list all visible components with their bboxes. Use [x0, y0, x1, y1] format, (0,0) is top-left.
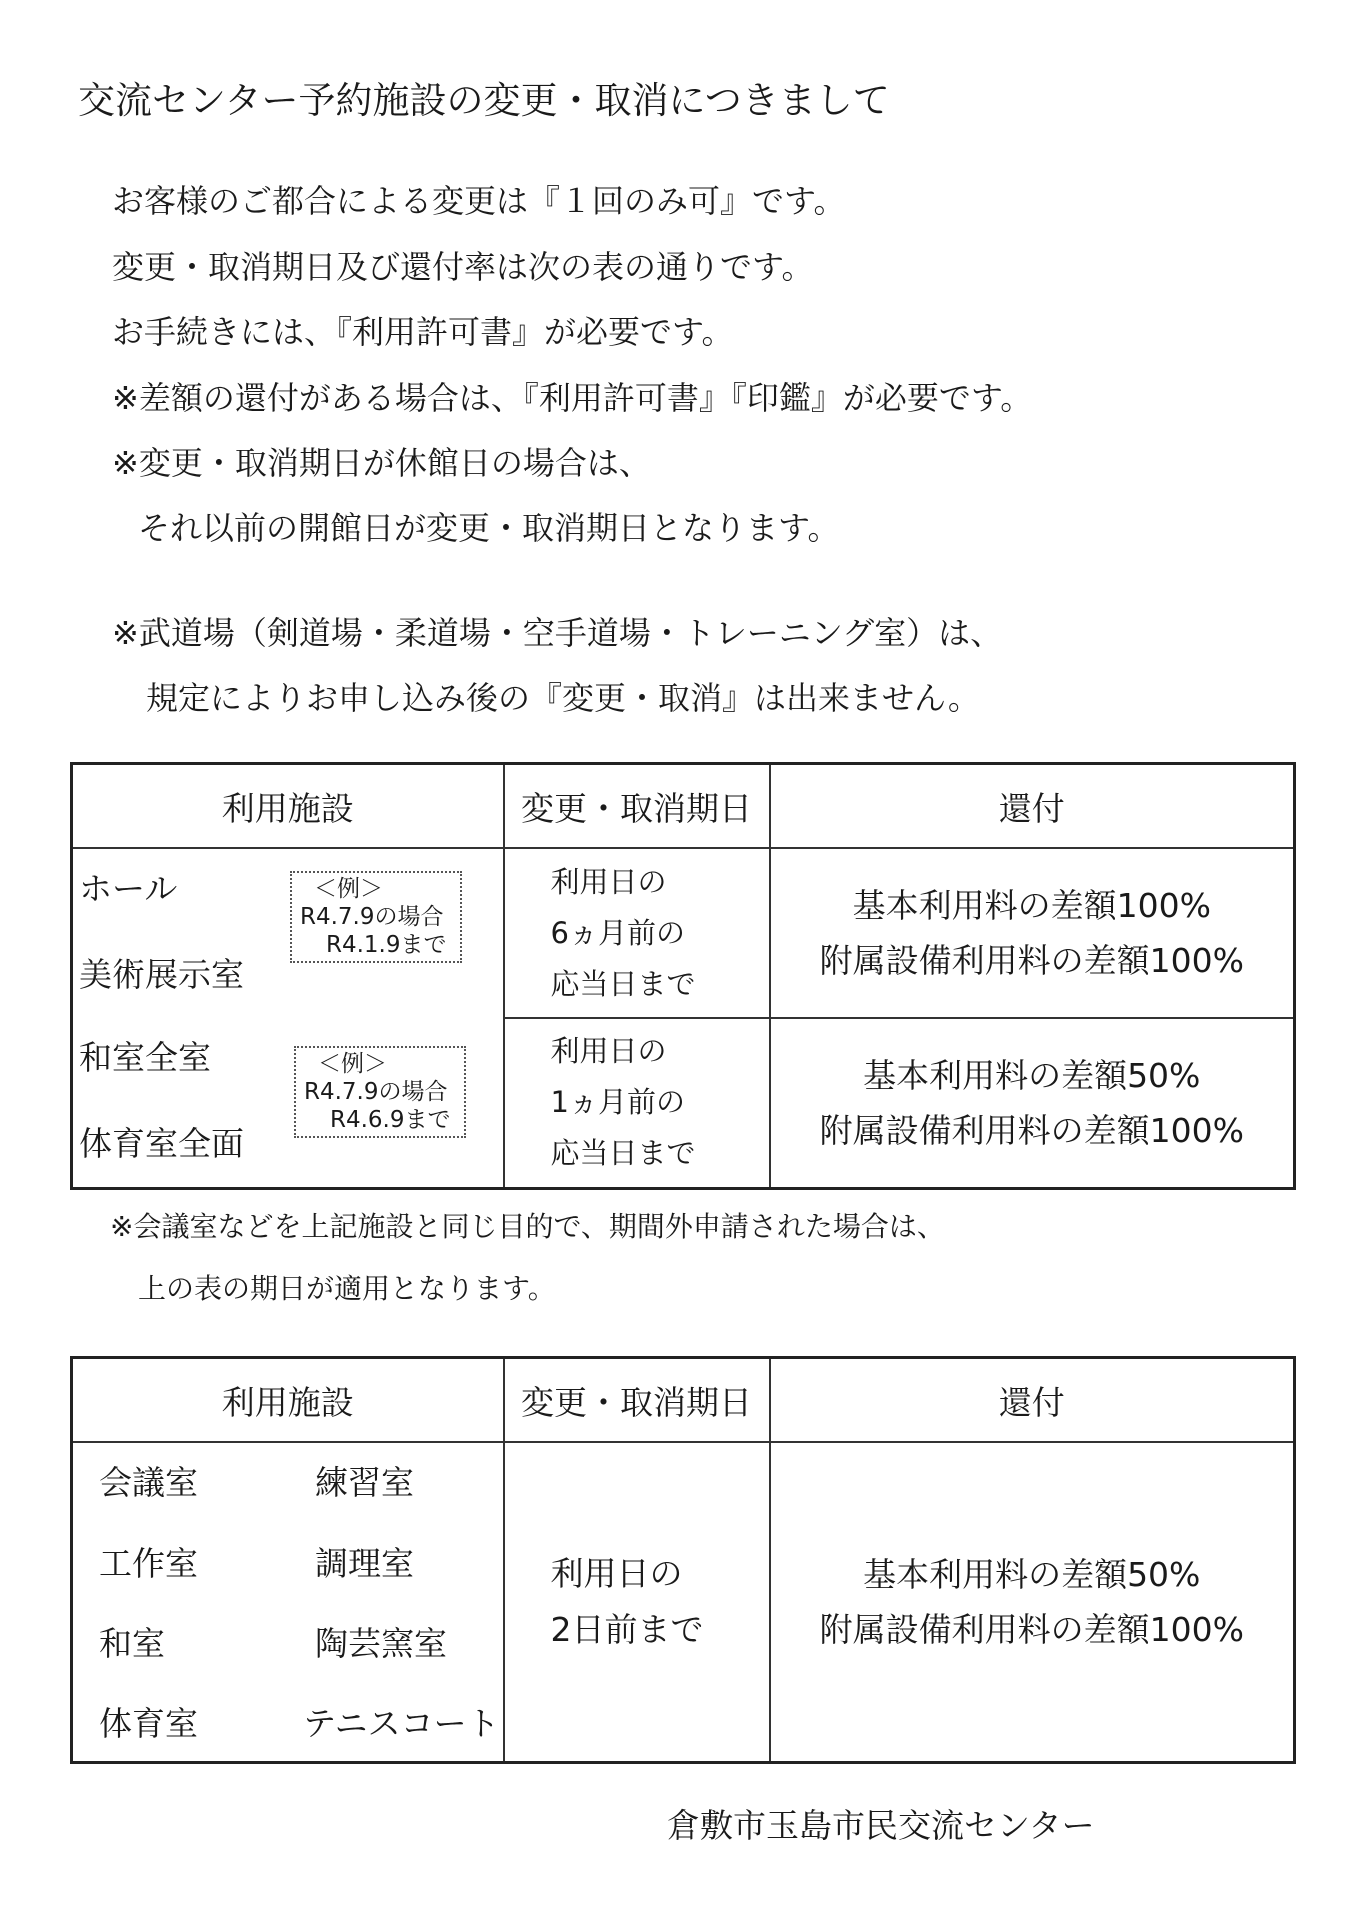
- facility-name: 体育室: [99, 1704, 198, 1743]
- deadline-line: 応当日まで: [550, 966, 696, 1001]
- table-note-line-1: ※会議室などを上記施設と同じ目的で、期間外申請された場合は、: [110, 1210, 945, 1243]
- facility-name: 工作室: [99, 1544, 198, 1583]
- table-row: [72, 848, 1295, 1018]
- example-deadline: R4.6.9まで: [330, 1107, 451, 1133]
- facility-name: 練習室: [315, 1463, 414, 1502]
- refund-basic: 基本利用料の差額50%: [863, 1554, 1201, 1594]
- refund-basic: 基本利用料の差額50%: [863, 1055, 1201, 1095]
- facility-cell: [72, 848, 504, 1018]
- intro-line-5: ※変更・取消期日が休館日の場合は、: [112, 444, 651, 482]
- deadline-line: 1ヵ月前の: [550, 1085, 685, 1120]
- facility-cell: [72, 1018, 504, 1188]
- refund-basic: 基本利用料の差額100%: [852, 886, 1211, 925]
- example-label: ＜例＞: [318, 1051, 387, 1077]
- facility-name: 体育室全面: [79, 1124, 244, 1163]
- example-date: R4.7.9の場合: [304, 1079, 448, 1105]
- intro-line-1: お客様のご都合による変更は『１回のみ可』です。: [112, 182, 846, 220]
- example-date: R4.7.9の場合: [300, 904, 444, 930]
- facility-cell: [72, 1442, 504, 1762]
- deadline-line: 2日前まで: [550, 1609, 704, 1649]
- budo-note-line-1: ※武道場（剣道場・柔道場・空手道場・トレーニング室）は、: [112, 614, 1003, 652]
- facility-name: ホール: [79, 869, 178, 908]
- example-deadline: R4.1.9まで: [326, 932, 447, 958]
- refund-table-general: [70, 1356, 1296, 1764]
- header-refund: 還付: [770, 1358, 1295, 1443]
- header-refund: 還付: [770, 764, 1295, 849]
- facility-name: 和室: [99, 1624, 165, 1663]
- refund-cell: [770, 1018, 1295, 1188]
- deadline-line: 利用日の: [550, 1553, 683, 1593]
- header-deadline: 変更・取消期日: [504, 1358, 770, 1443]
- facility-name: 調理室: [315, 1544, 414, 1583]
- example-box: [290, 871, 462, 963]
- example-box: [294, 1046, 466, 1138]
- budo-note-line-2: 規定によりお申し込み後の『変更・取消』は出来ません。: [146, 679, 980, 717]
- table-row: [72, 1442, 1295, 1762]
- example-label: ＜例＞: [314, 876, 383, 902]
- refund-cell: [770, 1442, 1295, 1762]
- page-title: 交流センター予約施設の変更・取消につきまして: [78, 79, 890, 122]
- deadline-line: 応当日まで: [550, 1136, 696, 1171]
- deadline-line: 6ヵ月前の: [550, 915, 685, 950]
- deadline-cell: [504, 1018, 770, 1188]
- intro-line-6: それ以前の開館日が変更・取消期日となります。: [138, 509, 840, 547]
- deadline-line: 利用日の: [550, 1034, 667, 1069]
- refund-equipment: 附属設備利用料の差額100%: [819, 941, 1244, 980]
- facility-name: テニスコート: [303, 1704, 500, 1743]
- facility-name: 陶芸窯室: [315, 1624, 447, 1663]
- facility-name: 美術展示室: [79, 955, 244, 994]
- refund-cell: [770, 848, 1295, 1018]
- organization-name: 倉敷市玉島市民交流センター: [667, 1806, 1095, 1845]
- refund-equipment: 附属設備利用料の差額100%: [819, 1110, 1244, 1150]
- refund-equipment: 附属設備利用料の差額100%: [819, 1609, 1244, 1649]
- facility-name: 和室全室: [79, 1038, 211, 1077]
- deadline-cell: [504, 1442, 770, 1762]
- facility-name: 会議室: [99, 1463, 198, 1502]
- header-facility: 利用施設: [72, 764, 504, 849]
- table-note-line-2: 上の表の期日が適用となります。: [138, 1272, 556, 1305]
- header-facility: 利用施設: [72, 1358, 504, 1443]
- intro-line-4: ※差額の還付がある場合は、『利用許可書』『印鑑』が必要です。: [112, 379, 1033, 417]
- intro-line-3: お手続きには、『利用許可書』が必要です。: [112, 313, 734, 351]
- table-row: [72, 1018, 1295, 1188]
- deadline-line: 利用日の: [550, 864, 667, 899]
- refund-table-major: [70, 762, 1296, 1190]
- deadline-cell: [504, 848, 770, 1018]
- intro-line-2: 変更・取消期日及び還付率は次の表の通りです。: [112, 248, 814, 286]
- header-deadline: 変更・取消期日: [504, 764, 770, 849]
